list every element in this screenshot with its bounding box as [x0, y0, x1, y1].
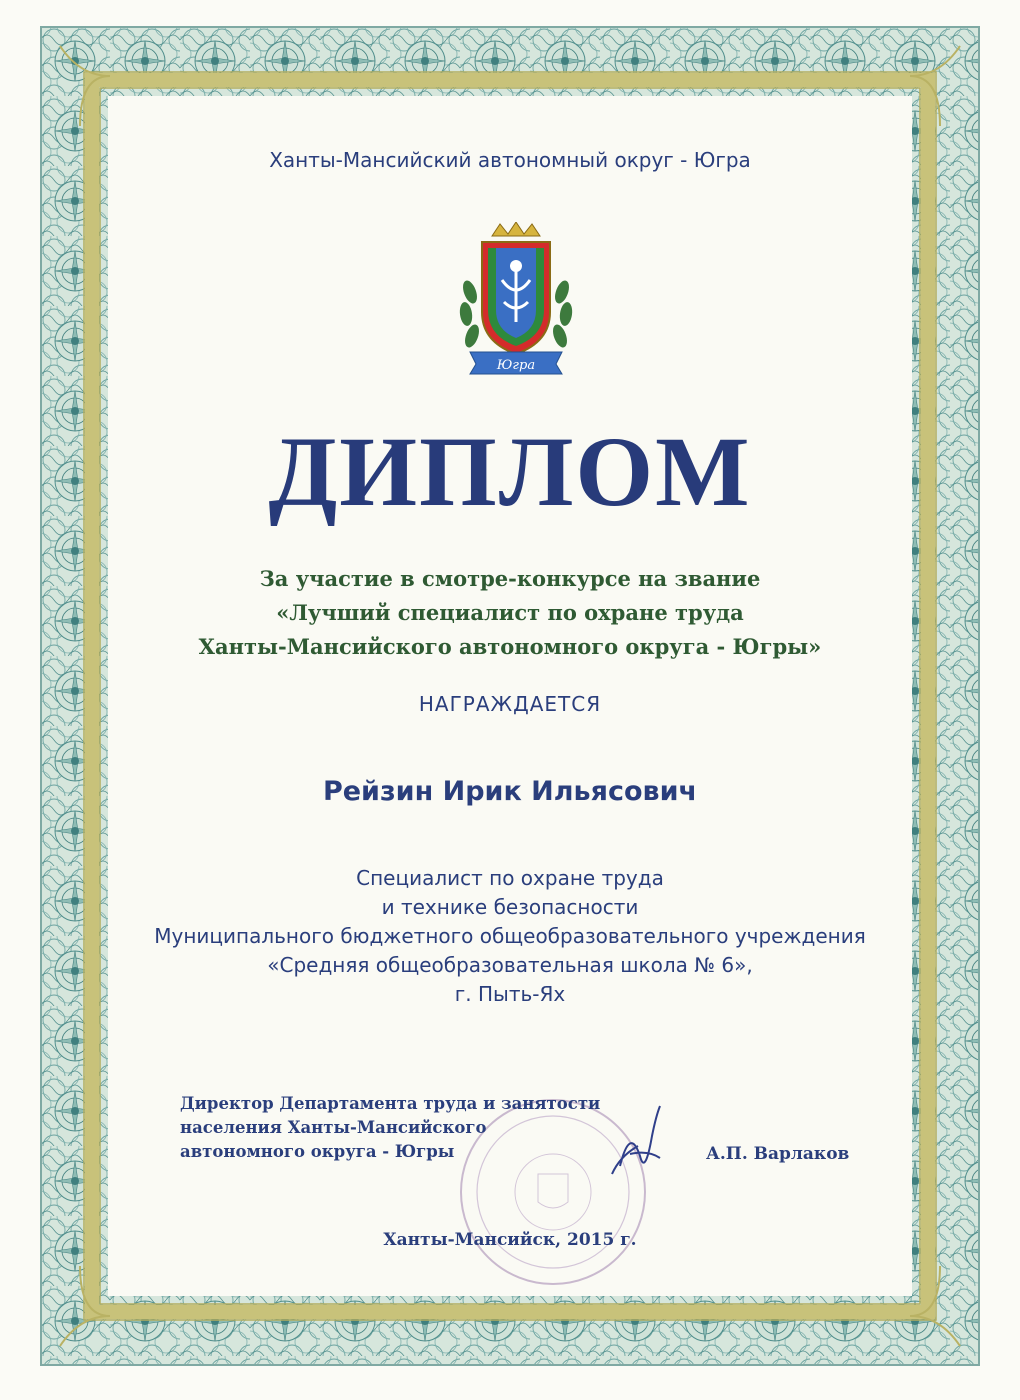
recipient-name: Рейзин Ирик Ильясович [322, 776, 698, 807]
signer-line: автономного округа - Югры [180, 1142, 455, 1161]
signer-name: А.П. Варлаков [706, 1144, 850, 1164]
signer-line: Директор Департамента труда и занятости [180, 1094, 601, 1113]
coat-of-arms-icon [452, 222, 580, 382]
position-line: Специалист по охране труда [356, 866, 664, 890]
emblem-ribbon-text: Югра [496, 358, 536, 373]
region-heading: Ханты-Мансийский автономный округ - Югра [269, 148, 751, 172]
signature-icon [590, 1096, 680, 1186]
place-and-date: Ханты-Мансийск, 2015 г. [383, 1230, 637, 1250]
award-reason [0, 562, 1020, 664]
diploma-title: ДИПЛОМ [268, 416, 752, 527]
reason-line: Ханты-Мансийского автономного округа - Югры» [198, 634, 822, 659]
signer-line: населения Ханты-Мансийского [180, 1118, 487, 1137]
signer-title [180, 1092, 600, 1164]
position-line: Муниципального бюджетного общеобразовательного учреждения [154, 924, 866, 948]
recipient-position [0, 864, 1020, 1009]
reason-line: «Лучший специалист по охране труда [276, 600, 744, 625]
position-line: «Средняя общеобразовательная школа № 6», [267, 953, 753, 977]
reason-line: За участие в смотре-конкурсе на звание [259, 566, 761, 591]
position-line: и технике безопасности [381, 895, 639, 919]
position-line: г. Пыть-Ях [454, 982, 566, 1006]
awarded-label: НАГРАЖДАЕТСЯ [418, 692, 602, 716]
